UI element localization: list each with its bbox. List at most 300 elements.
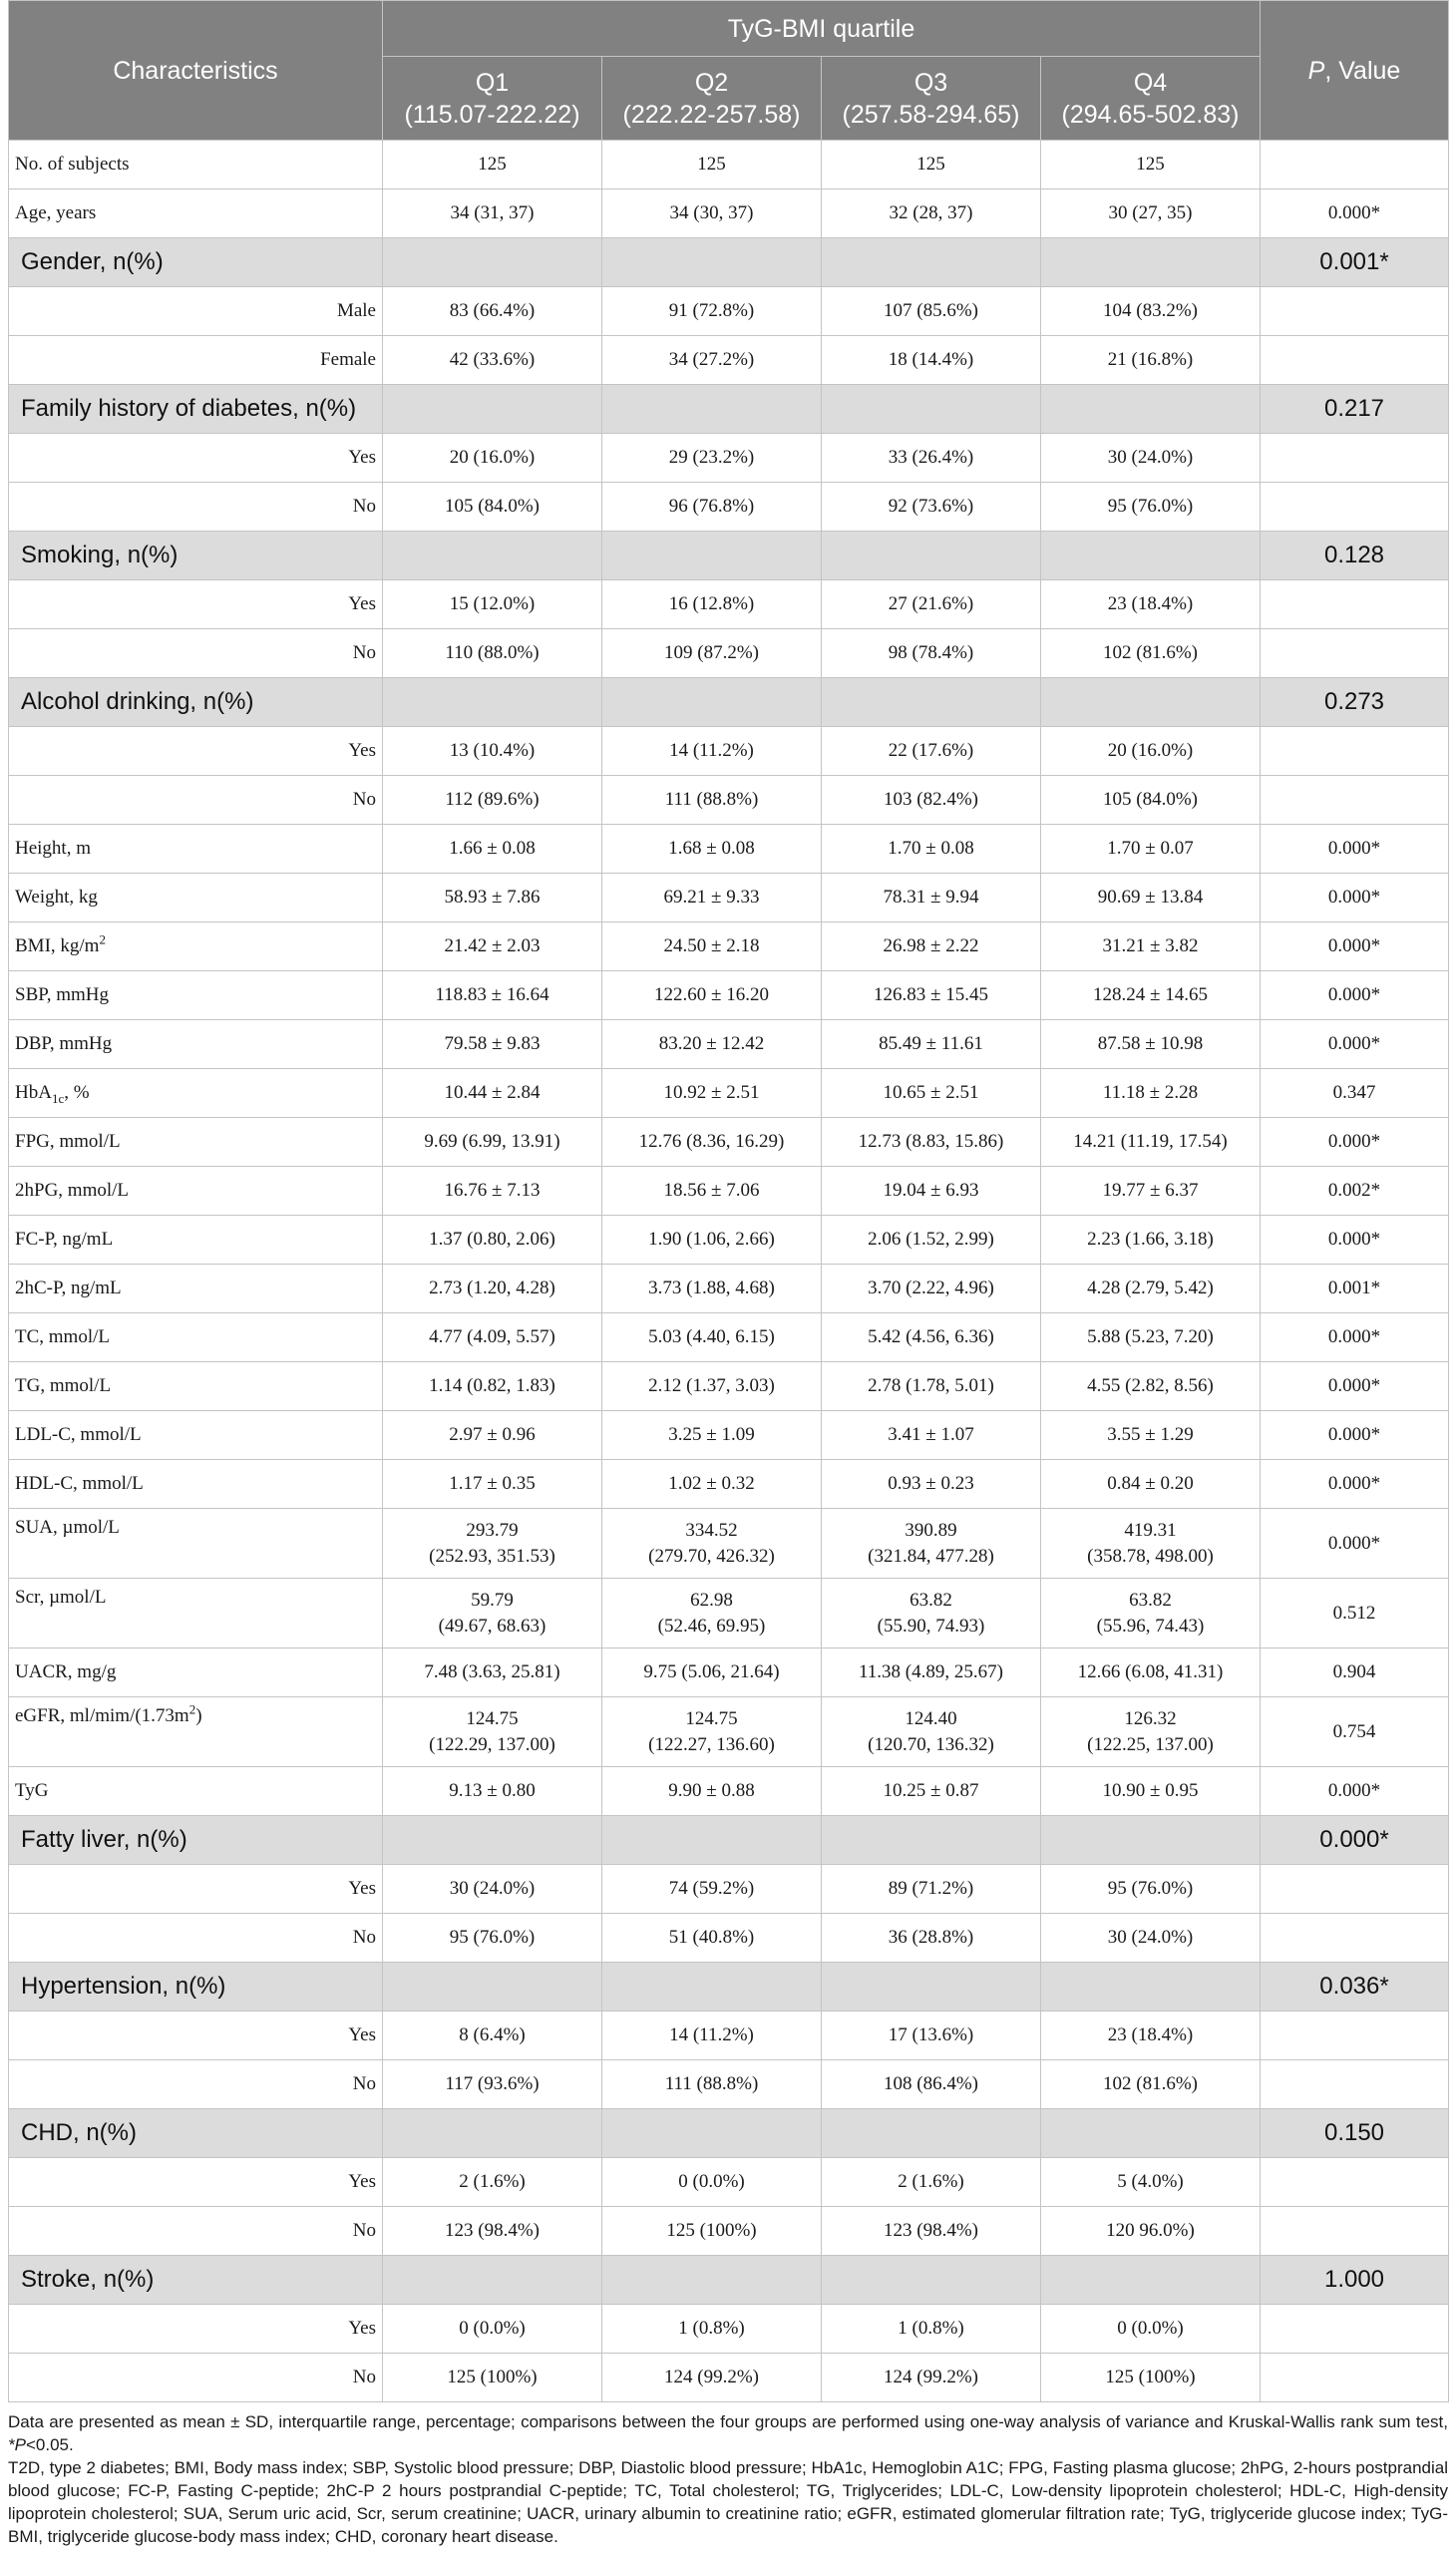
- section-p-value: 0.128: [1261, 532, 1449, 580]
- cell-q3: 124 (99.2%): [822, 2354, 1041, 2402]
- section-p-value: 0.150: [1261, 2109, 1449, 2158]
- table-row: [9, 1411, 1449, 1460]
- cell-q2: 69.21 ± 9.33: [602, 874, 822, 922]
- bmi-label-text: BMI, kg/m: [15, 935, 100, 956]
- footnote-abbreviations: T2D, type 2 diabetes; BMI, Body mass index; SBP, Systolic blood pressure; DBP, Diastolic blood pressure; HbA1c, Hemoglobin A1C; FPG, Fasting plasma glucose; 2hPG, 2-hours postprandial blood glucose; FC-P, Fasting C-peptide; 2hC-P 2 hours postprandial C-peptide; TC, Total cholesterol; TG, Triglycerides; LDL-C, Low-density lipoprotein cholesterol; HDL-C, High-density lipoprotein cholesterol; SUA, Serum uric acid, Scr, serum creatinine; UACR, urinary albumin to creatinine ratio; eGFR, estimated glomerular filtration rate; TyG, triglyceride glucose index; TyG-BMI, triglyceride glucose-body mass index; CHD, coronary heart disease.: [8, 2458, 1448, 2546]
- table-row: [9, 483, 1449, 532]
- cell-q2: 1.02 ± 0.32: [602, 1460, 822, 1509]
- cell-q3: 5.42 (4.56, 6.36): [822, 1313, 1041, 1362]
- section-p-value: 0.001*: [1261, 238, 1449, 287]
- cell-q4: 125: [1041, 141, 1261, 189]
- p-rest: , Value: [1324, 56, 1401, 85]
- row-label: No: [9, 2354, 383, 2402]
- cell-q1: 1.17 ± 0.35: [383, 1460, 602, 1509]
- empty-cell: [1041, 532, 1261, 580]
- empty-cell: [602, 2109, 822, 2158]
- table-row: [9, 2305, 1449, 2354]
- cell-q1: 123 (98.4%): [383, 2207, 602, 2256]
- cell-q3: 36 (28.8%): [822, 1914, 1041, 1963]
- table-figure: [8, 0, 1448, 2548]
- cell-range: (120.70, 136.32): [868, 1733, 994, 1755]
- cell-p: [1261, 336, 1449, 385]
- row-label: [9, 1697, 383, 1767]
- table-row: [9, 1914, 1449, 1963]
- cell-q1: [383, 1697, 602, 1767]
- cell-q2: 74 (59.2%): [602, 1865, 822, 1914]
- empty-cell: [1041, 1963, 1261, 2012]
- group-title-header: TyG-BMI quartile: [383, 1, 1261, 57]
- section-p-value: 0.273: [1261, 678, 1449, 727]
- cell-q4: 11.18 ± 2.28: [1041, 1069, 1261, 1118]
- cell-q3: 78.31 ± 9.94: [822, 874, 1041, 922]
- row-label: FC-P, ng/mL: [9, 1216, 383, 1265]
- q4-header: [1041, 57, 1261, 141]
- cell-q3: 1 (0.8%): [822, 2305, 1041, 2354]
- q1-range: (115.07-222.22): [404, 100, 580, 129]
- cell-p: 0.904: [1261, 1648, 1449, 1697]
- cell-q3: [822, 1579, 1041, 1648]
- hba1c-label-b: , %: [64, 1082, 90, 1103]
- q3-label: Q3: [913, 68, 948, 97]
- hba1c-label-a: HbA: [15, 1082, 52, 1103]
- empty-cell: [822, 678, 1041, 727]
- empty-cell: [383, 678, 602, 727]
- table-footnote: [8, 2410, 1448, 2548]
- table-row: [9, 1648, 1449, 1697]
- hba1c-subscript: 1c: [51, 1090, 65, 1106]
- empty-cell: [602, 238, 822, 287]
- cell-range: (358.78, 498.00): [1087, 1545, 1214, 1567]
- empty-cell: [602, 678, 822, 727]
- empty-cell: [602, 1963, 822, 2012]
- table-row: [9, 629, 1449, 678]
- cell-q2: 18.56 ± 7.06: [602, 1167, 822, 1216]
- cell-q4: 105 (84.0%): [1041, 776, 1261, 825]
- q3-range: (257.58-294.65): [842, 100, 1020, 129]
- empty-cell: [602, 532, 822, 580]
- empty-cell: [822, 1816, 1041, 1865]
- cell-q2: 125 (100%): [602, 2207, 822, 2256]
- cell-p: [1261, 287, 1449, 336]
- row-label: Female: [9, 336, 383, 385]
- footnote-threshold: <0.05.: [25, 2435, 74, 2454]
- cell-q2: [602, 1579, 822, 1648]
- table-row: [9, 922, 1449, 971]
- cell-q3: 103 (82.4%): [822, 776, 1041, 825]
- cell-q4: 31.21 ± 3.82: [1041, 922, 1261, 971]
- section-row: [9, 238, 1449, 287]
- row-label: 2hC-P, ng/mL: [9, 1265, 383, 1313]
- cell-p: 0.000*: [1261, 1460, 1449, 1509]
- cell-q4: 20 (16.0%): [1041, 727, 1261, 776]
- section-row: [9, 1963, 1449, 2012]
- cell-q1: 110 (88.0%): [383, 629, 602, 678]
- row-label: Yes: [9, 2012, 383, 2060]
- cell-q2: 1 (0.8%): [602, 2305, 822, 2354]
- cell-q1: 83 (66.4%): [383, 287, 602, 336]
- row-label: SUA, µmol/L: [9, 1509, 383, 1579]
- cell-p: 0.000*: [1261, 874, 1449, 922]
- cell-q1: [383, 1509, 602, 1579]
- cell-range: (52.46, 69.95): [657, 1615, 766, 1637]
- cell-q4: 5 (4.0%): [1041, 2158, 1261, 2207]
- bmi-superscript: 2: [99, 931, 106, 947]
- cell-q3: 32 (28, 37): [822, 189, 1041, 238]
- cell-q4: 30 (24.0%): [1041, 1914, 1261, 1963]
- cell-value: 334.52: [685, 1519, 738, 1541]
- cell-q3: 98 (78.4%): [822, 629, 1041, 678]
- cell-q1: 58.93 ± 7.86: [383, 874, 602, 922]
- cell-q2: 111 (88.8%): [602, 776, 822, 825]
- empty-cell: [602, 2256, 822, 2305]
- cell-q4: 95 (76.0%): [1041, 483, 1261, 532]
- row-label: [9, 1069, 383, 1118]
- cell-p: 0.000*: [1261, 1767, 1449, 1816]
- cell-q3: 17 (13.6%): [822, 2012, 1041, 2060]
- q4-label: Q4: [1133, 68, 1168, 97]
- table-row: [9, 336, 1449, 385]
- table-row: [9, 1313, 1449, 1362]
- table-row: [9, 2060, 1449, 2109]
- row-label: Height, m: [9, 825, 383, 874]
- cell-q4: 0 (0.0%): [1041, 2305, 1261, 2354]
- row-label: No: [9, 1914, 383, 1963]
- empty-cell: [602, 1816, 822, 1865]
- cell-q4: [1041, 1697, 1261, 1767]
- cell-q4: 87.58 ± 10.98: [1041, 1020, 1261, 1069]
- cell-q3: 126.83 ± 15.45: [822, 971, 1041, 1020]
- cell-q1: 118.83 ± 16.64: [383, 971, 602, 1020]
- cell-q3: 108 (86.4%): [822, 2060, 1041, 2109]
- section-label: Family history of diabetes, n(%): [9, 385, 383, 434]
- cell-q4: 125 (100%): [1041, 2354, 1261, 2402]
- table-row: [9, 141, 1449, 189]
- p-value-header: [1261, 1, 1449, 141]
- cell-q2: 10.92 ± 2.51: [602, 1069, 822, 1118]
- table-row: [9, 189, 1449, 238]
- p-italic: P: [1307, 56, 1325, 85]
- cell-p: [1261, 2158, 1449, 2207]
- cell-q4: 12.66 (6.08, 41.31): [1041, 1648, 1261, 1697]
- cell-q1: 16.76 ± 7.13: [383, 1167, 602, 1216]
- cell-q3: [822, 1697, 1041, 1767]
- cell-q3: 89 (71.2%): [822, 1865, 1041, 1914]
- table-row: [9, 1265, 1449, 1313]
- cell-q3: 3.41 ± 1.07: [822, 1411, 1041, 1460]
- table-row: [9, 1697, 1449, 1767]
- cell-q3: 85.49 ± 11.61: [822, 1020, 1041, 1069]
- section-label: Alcohol drinking, n(%): [9, 678, 383, 727]
- row-label: Scr, µmol/L: [9, 1579, 383, 1648]
- cell-q1: 4.77 (4.09, 5.57): [383, 1313, 602, 1362]
- cell-q1: 13 (10.4%): [383, 727, 602, 776]
- cell-p: 0.000*: [1261, 971, 1449, 1020]
- cell-p: [1261, 434, 1449, 483]
- cell-p: 0.000*: [1261, 1118, 1449, 1167]
- egfr-label-a: eGFR, ml/mim/(1.73m: [15, 1705, 189, 1726]
- cell-q2: 29 (23.2%): [602, 434, 822, 483]
- cell-p: [1261, 483, 1449, 532]
- empty-cell: [383, 1963, 602, 2012]
- cell-q1: 2.73 (1.20, 4.28): [383, 1265, 602, 1313]
- table-row: [9, 2207, 1449, 2256]
- cell-q3: 125: [822, 141, 1041, 189]
- cell-p: [1261, 580, 1449, 629]
- cell-q4: [1041, 1509, 1261, 1579]
- cell-value: 59.79: [471, 1589, 514, 1611]
- table-row: [9, 2354, 1449, 2402]
- cell-q2: 34 (27.2%): [602, 336, 822, 385]
- cell-p: 0.512: [1261, 1579, 1449, 1648]
- cell-p: 0.000*: [1261, 1509, 1449, 1579]
- cell-q4: 0.84 ± 0.20: [1041, 1460, 1261, 1509]
- cell-q1: 2 (1.6%): [383, 2158, 602, 2207]
- cell-q3: 1.70 ± 0.08: [822, 825, 1041, 874]
- footnote-stats-text: Data are presented as mean ± SD, interquartile range, percentage; comparisons between the four groups are performed using one-way analysis of variance and Kruskal-Wallis rank sum test,: [8, 2412, 1448, 2431]
- table-row: [9, 2012, 1449, 2060]
- cell-q2: 9.75 (5.06, 21.64): [602, 1648, 822, 1697]
- row-label: TyG: [9, 1767, 383, 1816]
- cell-p: [1261, 2354, 1449, 2402]
- cell-p: 0.000*: [1261, 1216, 1449, 1265]
- table-row: [9, 1118, 1449, 1167]
- row-label: Yes: [9, 2305, 383, 2354]
- table-row: [9, 287, 1449, 336]
- cell-value: 124.40: [905, 1707, 957, 1729]
- row-label: No. of subjects: [9, 141, 383, 189]
- cell-q1: 1.66 ± 0.08: [383, 825, 602, 874]
- row-label: FPG, mmol/L: [9, 1118, 383, 1167]
- table-row: [9, 776, 1449, 825]
- cell-q2: 34 (30, 37): [602, 189, 822, 238]
- table-row: [9, 434, 1449, 483]
- cell-value: 390.89: [905, 1519, 957, 1541]
- cell-q3: 33 (26.4%): [822, 434, 1041, 483]
- row-label: No: [9, 483, 383, 532]
- table-row: [9, 2158, 1449, 2207]
- cell-q4: 3.55 ± 1.29: [1041, 1411, 1261, 1460]
- row-label: UACR, mg/g: [9, 1648, 383, 1697]
- cell-q2: 16 (12.8%): [602, 580, 822, 629]
- cell-q2: [602, 1697, 822, 1767]
- row-label: SBP, mmHg: [9, 971, 383, 1020]
- cell-range: (122.27, 136.60): [648, 1733, 775, 1755]
- cell-q2: 109 (87.2%): [602, 629, 822, 678]
- empty-cell: [383, 532, 602, 580]
- cell-q1: 20 (16.0%): [383, 434, 602, 483]
- cell-q3: 123 (98.4%): [822, 2207, 1041, 2256]
- empty-cell: [383, 238, 602, 287]
- cell-q4: 4.55 (2.82, 8.56): [1041, 1362, 1261, 1411]
- cell-p: [1261, 2305, 1449, 2354]
- cell-q3: 0.93 ± 0.23: [822, 1460, 1041, 1509]
- empty-cell: [1041, 678, 1261, 727]
- cell-p: [1261, 2060, 1449, 2109]
- row-label: Yes: [9, 2158, 383, 2207]
- section-p-value: 0.036*: [1261, 1963, 1449, 2012]
- baseline-characteristics-table: [8, 0, 1449, 2402]
- cell-q1: 21.42 ± 2.03: [383, 922, 602, 971]
- cell-q1: 9.69 (6.99, 13.91): [383, 1118, 602, 1167]
- cell-p: 0.000*: [1261, 189, 1449, 238]
- cell-range: (321.84, 477.28): [868, 1545, 994, 1567]
- empty-cell: [1041, 238, 1261, 287]
- cell-q4: 2.23 (1.66, 3.18): [1041, 1216, 1261, 1265]
- cell-value: 124.75: [466, 1707, 519, 1729]
- cell-q1: 2.97 ± 0.96: [383, 1411, 602, 1460]
- table-row: [9, 825, 1449, 874]
- cell-q4: 102 (81.6%): [1041, 629, 1261, 678]
- section-label: Hypertension, n(%): [9, 1963, 383, 2012]
- cell-q1: 42 (33.6%): [383, 336, 602, 385]
- cell-q1: 117 (93.6%): [383, 2060, 602, 2109]
- cell-p: 0.000*: [1261, 1411, 1449, 1460]
- row-label: No: [9, 2060, 383, 2109]
- cell-q2: 0 (0.0%): [602, 2158, 822, 2207]
- cell-q1: 125 (100%): [383, 2354, 602, 2402]
- cell-q2: 83.20 ± 12.42: [602, 1020, 822, 1069]
- section-p-value: 1.000: [1261, 2256, 1449, 2305]
- cell-q2: 2.12 (1.37, 3.03): [602, 1362, 822, 1411]
- section-label: Gender, n(%): [9, 238, 383, 287]
- egfr-label-b: ): [195, 1705, 202, 1726]
- cell-p: 0.347: [1261, 1069, 1449, 1118]
- section-label: Fatty liver, n(%): [9, 1816, 383, 1865]
- cell-q2: 111 (88.8%): [602, 2060, 822, 2109]
- empty-cell: [822, 238, 1041, 287]
- row-label: Yes: [9, 434, 383, 483]
- cell-range: (55.90, 74.93): [877, 1615, 985, 1637]
- cell-q1: 125: [383, 141, 602, 189]
- table-row: [9, 1460, 1449, 1509]
- cell-q2: 91 (72.8%): [602, 287, 822, 336]
- empty-cell: [822, 1963, 1041, 2012]
- section-p-value: 0.000*: [1261, 1816, 1449, 1865]
- cell-q2: 12.76 (8.36, 16.29): [602, 1118, 822, 1167]
- q2-range: (222.22-257.58): [622, 100, 801, 129]
- row-label: No: [9, 2207, 383, 2256]
- q3-header: [822, 57, 1041, 141]
- cell-q1: 7.48 (3.63, 25.81): [383, 1648, 602, 1697]
- row-label: LDL-C, mmol/L: [9, 1411, 383, 1460]
- cell-q4: 14.21 (11.19, 17.54): [1041, 1118, 1261, 1167]
- empty-cell: [1041, 385, 1261, 434]
- cell-value: 62.98: [690, 1589, 733, 1611]
- cell-q1: 34 (31, 37): [383, 189, 602, 238]
- cell-q2: 24.50 ± 2.18: [602, 922, 822, 971]
- row-label: Yes: [9, 1865, 383, 1914]
- row-label: [9, 922, 383, 971]
- section-row: [9, 2109, 1449, 2158]
- cell-q3: 92 (73.6%): [822, 483, 1041, 532]
- cell-p: [1261, 1865, 1449, 1914]
- row-label: HDL-C, mmol/L: [9, 1460, 383, 1509]
- cell-q2: 51 (40.8%): [602, 1914, 822, 1963]
- q1-label: Q1: [475, 68, 510, 97]
- cell-q3: 11.38 (4.89, 25.67): [822, 1648, 1041, 1697]
- row-label: TG, mmol/L: [9, 1362, 383, 1411]
- table-row: [9, 1509, 1449, 1579]
- cell-q2: 96 (76.8%): [602, 483, 822, 532]
- cell-p: [1261, 1914, 1449, 1963]
- header-row-1: [9, 1, 1449, 57]
- section-row: [9, 532, 1449, 580]
- cell-p: 0.754: [1261, 1697, 1449, 1767]
- cell-q4: 95 (76.0%): [1041, 1865, 1261, 1914]
- empty-cell: [1041, 2109, 1261, 2158]
- cell-p: [1261, 629, 1449, 678]
- footnote-p-italic: *P: [8, 2435, 26, 2454]
- cell-q1: 79.58 ± 9.83: [383, 1020, 602, 1069]
- section-label: Stroke, n(%): [9, 2256, 383, 2305]
- cell-value: 293.79: [466, 1519, 519, 1541]
- cell-q3: 22 (17.6%): [822, 727, 1041, 776]
- section-row: [9, 2256, 1449, 2305]
- cell-value: 126.32: [1124, 1707, 1177, 1729]
- q2-header: [602, 57, 822, 141]
- cell-value: 63.82: [1129, 1589, 1172, 1611]
- row-label: TC, mmol/L: [9, 1313, 383, 1362]
- cell-p: [1261, 141, 1449, 189]
- table-row: [9, 1865, 1449, 1914]
- cell-q1: 9.13 ± 0.80: [383, 1767, 602, 1816]
- cell-q4: 19.77 ± 6.37: [1041, 1167, 1261, 1216]
- cell-q3: 3.70 (2.22, 4.96): [822, 1265, 1041, 1313]
- empty-cell: [1041, 1816, 1261, 1865]
- cell-q2: 124 (99.2%): [602, 2354, 822, 2402]
- row-label: No: [9, 629, 383, 678]
- cell-q1: 15 (12.0%): [383, 580, 602, 629]
- cell-q2: 14 (11.2%): [602, 2012, 822, 2060]
- cell-q1: 1.14 (0.82, 1.83): [383, 1362, 602, 1411]
- cell-q1: 10.44 ± 2.84: [383, 1069, 602, 1118]
- row-label: Age, years: [9, 189, 383, 238]
- table-row: [9, 1167, 1449, 1216]
- row-label: DBP, mmHg: [9, 1020, 383, 1069]
- cell-q2: 9.90 ± 0.88: [602, 1767, 822, 1816]
- cell-p: 0.000*: [1261, 1362, 1449, 1411]
- cell-q1: 8 (6.4%): [383, 2012, 602, 2060]
- cell-p: 0.000*: [1261, 922, 1449, 971]
- cell-q3: 12.73 (8.83, 15.86): [822, 1118, 1041, 1167]
- egfr-superscript: 2: [188, 1701, 196, 1717]
- row-label: Male: [9, 287, 383, 336]
- cell-p: 0.000*: [1261, 825, 1449, 874]
- cell-q2: [602, 1509, 822, 1579]
- table-row: [9, 580, 1449, 629]
- section-label: Smoking, n(%): [9, 532, 383, 580]
- section-row: [9, 1816, 1449, 1865]
- table-row: [9, 971, 1449, 1020]
- cell-q4: 10.90 ± 0.95: [1041, 1767, 1261, 1816]
- cell-q4: 90.69 ± 13.84: [1041, 874, 1261, 922]
- section-p-value: 0.217: [1261, 385, 1449, 434]
- empty-cell: [383, 1816, 602, 1865]
- cell-q4: 5.88 (5.23, 7.20): [1041, 1313, 1261, 1362]
- cell-p: [1261, 776, 1449, 825]
- table-row: [9, 1069, 1449, 1118]
- cell-q4: 30 (24.0%): [1041, 434, 1261, 483]
- footnote-stats: [8, 2410, 1448, 2456]
- cell-q3: 2.06 (1.52, 2.99): [822, 1216, 1041, 1265]
- q1-header: [383, 57, 602, 141]
- cell-q4: 1.70 ± 0.07: [1041, 825, 1261, 874]
- cell-q3: 10.65 ± 2.51: [822, 1069, 1041, 1118]
- cell-q2: 14 (11.2%): [602, 727, 822, 776]
- cell-p: [1261, 727, 1449, 776]
- cell-q1: 112 (89.6%): [383, 776, 602, 825]
- cell-q4: 120 96.0%): [1041, 2207, 1261, 2256]
